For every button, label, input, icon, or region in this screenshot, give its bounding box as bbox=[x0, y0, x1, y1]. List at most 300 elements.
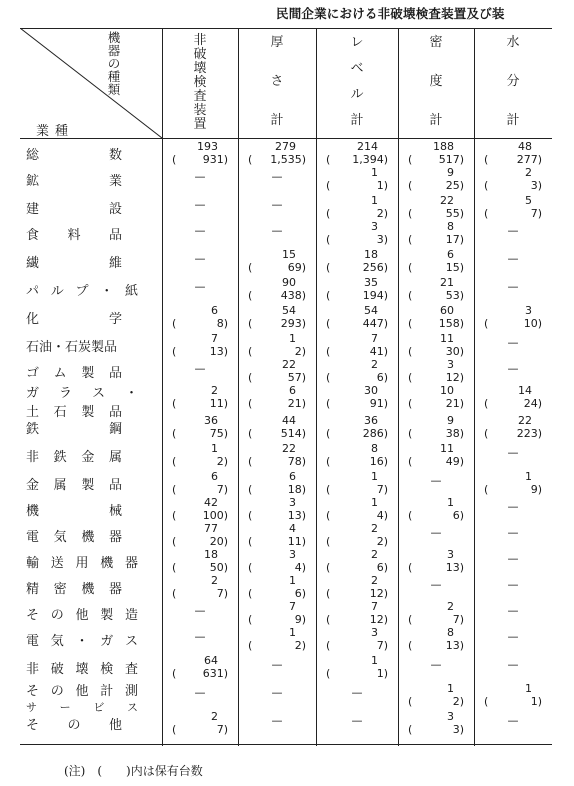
row-label: そ の 他 bbox=[26, 718, 122, 733]
table-cell bbox=[248, 496, 306, 522]
table-cell bbox=[248, 220, 306, 237]
cell-count: 2 bbox=[211, 710, 218, 723]
column-header-4-char: 水 bbox=[506, 35, 520, 50]
cell-held-units: ( 11) bbox=[172, 397, 228, 410]
table-cell bbox=[172, 710, 228, 736]
row-label: 化 学 bbox=[26, 312, 122, 327]
cell-count: 1 bbox=[447, 496, 454, 509]
cell-count: 11 bbox=[440, 442, 454, 455]
table-cell bbox=[408, 332, 464, 358]
table-cell bbox=[484, 384, 542, 410]
row-label: 機 械 bbox=[26, 504, 122, 519]
table-bottom-rule bbox=[20, 744, 552, 745]
cell-held-units: ( 100) bbox=[172, 509, 228, 522]
table-cell bbox=[408, 522, 464, 539]
cell-held-units: ( 25) bbox=[408, 179, 464, 192]
table-cell bbox=[408, 414, 464, 440]
table-cell bbox=[172, 654, 228, 680]
cell-count: 77 bbox=[204, 522, 218, 535]
table-cell bbox=[408, 496, 464, 522]
table-cell bbox=[248, 140, 306, 166]
cell-held-units: ( 631) bbox=[172, 667, 228, 680]
cell-held-units: ( 223) bbox=[484, 427, 542, 440]
table-cell bbox=[248, 358, 306, 384]
corner-top-label: 機器の種類 bbox=[107, 30, 121, 97]
cell-count: 5 bbox=[525, 194, 532, 207]
table-cell bbox=[408, 276, 464, 302]
cell-held-units: ( 30) bbox=[408, 345, 464, 358]
cell-held-units: ( 7) bbox=[172, 723, 228, 736]
table-cell bbox=[484, 248, 542, 265]
table-cell bbox=[326, 332, 388, 358]
cell-held-units: ( 57) bbox=[248, 371, 306, 384]
cell-count: 6 bbox=[447, 248, 454, 261]
table-cell bbox=[408, 140, 464, 166]
cell-count: 2 bbox=[371, 548, 378, 561]
footnote: (注) ( )内は保有台数 bbox=[64, 764, 203, 778]
column-header-0: 非 破 壊 検 査 装 置 bbox=[193, 33, 207, 132]
row-label: パ ル プ ・ 紙 bbox=[26, 284, 138, 299]
cell-held-units: ( 20) bbox=[172, 535, 228, 548]
table-cell bbox=[172, 522, 228, 548]
table-cell bbox=[172, 548, 228, 574]
cell-count: — bbox=[507, 630, 519, 643]
cell-count: 2 bbox=[371, 574, 378, 587]
cell-count: 22 bbox=[282, 358, 296, 371]
cell-count: 3 bbox=[447, 710, 454, 723]
cell-held-units: ( 49) bbox=[408, 455, 464, 468]
column-header-1-char: さ bbox=[270, 74, 284, 89]
cell-count: 48 bbox=[518, 140, 532, 153]
cell-count: 1 bbox=[211, 442, 218, 455]
cell-held-units: ( 7) bbox=[172, 483, 228, 496]
row-label: 総 数 bbox=[26, 148, 122, 163]
cell-count: 18 bbox=[204, 548, 218, 561]
table-cell bbox=[248, 470, 306, 496]
table-cell bbox=[248, 548, 306, 574]
cell-held-units: ( 15) bbox=[408, 261, 464, 274]
cell-count: 60 bbox=[440, 304, 454, 317]
cell-held-units: ( 13) bbox=[172, 345, 228, 358]
cell-held-units: ( 91) bbox=[326, 397, 388, 410]
cell-count: 44 bbox=[282, 414, 296, 427]
cell-count: — bbox=[271, 170, 283, 183]
cell-held-units: ( 17) bbox=[408, 233, 464, 246]
column-divider bbox=[474, 28, 475, 746]
cell-held-units: ( 9) bbox=[484, 483, 542, 496]
cell-count: — bbox=[507, 578, 519, 591]
table-cell bbox=[172, 574, 228, 600]
cell-held-units: ( 6) bbox=[408, 509, 464, 522]
table-cell bbox=[172, 220, 228, 237]
table-cell bbox=[484, 682, 542, 708]
cell-count: 14 bbox=[518, 384, 532, 397]
table-cell bbox=[484, 574, 542, 591]
table-cell bbox=[172, 496, 228, 522]
cell-count: 30 bbox=[364, 384, 378, 397]
table-cell bbox=[408, 470, 464, 487]
cell-count: — bbox=[430, 578, 442, 591]
table-cell bbox=[172, 140, 228, 166]
cell-count: — bbox=[194, 686, 206, 699]
row-label: 電 気 機 器 bbox=[26, 530, 122, 545]
cell-count: 8 bbox=[447, 220, 454, 233]
cell-held-units: ( 38) bbox=[408, 427, 464, 440]
cell-count: 3 bbox=[371, 626, 378, 639]
cell-count: 22 bbox=[282, 442, 296, 455]
cell-held-units: ( 2) bbox=[248, 639, 306, 652]
cell-count: 3 bbox=[525, 304, 532, 317]
cell-held-units: ( 55) bbox=[408, 207, 464, 220]
cell-held-units: ( 11) bbox=[248, 535, 306, 548]
table-cell bbox=[484, 710, 542, 727]
cell-count: 3 bbox=[447, 358, 454, 371]
table-cell bbox=[248, 166, 306, 183]
row-label: 非 鉄 金 属 bbox=[26, 450, 122, 465]
cell-count: 6 bbox=[289, 470, 296, 483]
table-cell bbox=[248, 574, 306, 600]
cell-held-units: ( 2) bbox=[326, 535, 388, 548]
column-header-2-char: ル bbox=[350, 87, 364, 102]
table-cell bbox=[326, 682, 388, 699]
cell-count: 188 bbox=[433, 140, 454, 153]
cell-held-units: ( 8) bbox=[172, 317, 228, 330]
cell-count: — bbox=[507, 362, 519, 375]
cell-count: — bbox=[507, 714, 519, 727]
cell-count: 2 bbox=[525, 166, 532, 179]
cell-held-units: ( 21) bbox=[408, 397, 464, 410]
cell-held-units: ( 1,535) bbox=[248, 153, 306, 166]
cell-count: 279 bbox=[275, 140, 296, 153]
cell-held-units: ( 1) bbox=[326, 667, 388, 680]
cell-count: 8 bbox=[447, 626, 454, 639]
cell-count: 64 bbox=[204, 654, 218, 667]
cell-held-units: ( 194) bbox=[326, 289, 388, 302]
cell-count: 1 bbox=[371, 166, 378, 179]
cell-count: 54 bbox=[282, 304, 296, 317]
table-cell bbox=[172, 248, 228, 265]
cell-count: 22 bbox=[518, 414, 532, 427]
page-title: 民間企業における非破壊検査装置及び装 bbox=[276, 6, 505, 21]
table-cell bbox=[172, 682, 228, 699]
column-divider bbox=[316, 28, 317, 746]
table-cell bbox=[248, 522, 306, 548]
column-divider bbox=[238, 28, 239, 746]
cell-count: — bbox=[194, 362, 206, 375]
cell-held-units: ( 13) bbox=[248, 509, 306, 522]
table-cell bbox=[484, 626, 542, 643]
cell-count: — bbox=[507, 252, 519, 265]
table-cell bbox=[326, 358, 388, 384]
row-label: 非 破 壊 検 査 bbox=[26, 662, 138, 677]
cell-count: 10 bbox=[440, 384, 454, 397]
table-cell bbox=[484, 166, 542, 192]
cell-held-units: ( 158) bbox=[408, 317, 464, 330]
cell-held-units: ( 7) bbox=[172, 587, 228, 600]
table-cell bbox=[408, 654, 464, 671]
column-header-3-char: 度 bbox=[429, 74, 443, 89]
cell-held-units: ( 6) bbox=[248, 587, 306, 600]
cell-held-units: ( 514) bbox=[248, 427, 306, 440]
table-cell bbox=[326, 384, 388, 410]
row-label: ゴ ム 製 品 bbox=[26, 366, 122, 381]
cell-held-units: ( 9) bbox=[248, 613, 306, 626]
table-cell bbox=[172, 626, 228, 643]
cell-held-units: ( 4) bbox=[326, 509, 388, 522]
cell-held-units: ( 13) bbox=[408, 561, 464, 574]
table-cell bbox=[248, 710, 306, 727]
cell-held-units: ( 12) bbox=[326, 613, 388, 626]
cell-held-units: ( 3) bbox=[408, 723, 464, 736]
column-header-1-char: 計 bbox=[270, 113, 284, 128]
cell-held-units: ( 1) bbox=[326, 179, 388, 192]
cell-count: 36 bbox=[204, 414, 218, 427]
table-cell bbox=[248, 442, 306, 468]
table-cell bbox=[408, 710, 464, 736]
table-cell bbox=[248, 626, 306, 652]
row-label: そ の 他 計 測 サ ー ビ ス bbox=[26, 684, 138, 714]
table-cell bbox=[172, 304, 228, 330]
cell-count: 21 bbox=[440, 276, 454, 289]
cell-count: 6 bbox=[289, 384, 296, 397]
cell-held-units: ( 6) bbox=[326, 371, 388, 384]
table-cell bbox=[408, 574, 464, 591]
cell-held-units: ( 7) bbox=[408, 613, 464, 626]
cell-held-units: ( 7) bbox=[326, 639, 388, 652]
cell-held-units: ( 41) bbox=[326, 345, 388, 358]
table-cell bbox=[248, 600, 306, 626]
table-cell bbox=[484, 194, 542, 220]
table-cell bbox=[172, 332, 228, 358]
column-divider bbox=[398, 28, 399, 746]
table-cell bbox=[408, 248, 464, 274]
cell-held-units: ( 447) bbox=[326, 317, 388, 330]
table-cell bbox=[172, 384, 228, 410]
cell-count: — bbox=[507, 552, 519, 565]
cell-held-units: ( 18) bbox=[248, 483, 306, 496]
cell-count: — bbox=[430, 526, 442, 539]
table-cell bbox=[248, 248, 306, 274]
cell-count: 6 bbox=[211, 470, 218, 483]
cell-held-units: ( 1) bbox=[484, 695, 542, 708]
cell-held-units: ( 6) bbox=[326, 561, 388, 574]
table-cell bbox=[408, 626, 464, 652]
cell-count: — bbox=[507, 658, 519, 671]
cell-count: — bbox=[194, 604, 206, 617]
cell-held-units: ( 69) bbox=[248, 261, 306, 274]
table-cell bbox=[326, 140, 388, 166]
table-cell bbox=[248, 276, 306, 302]
table-cell bbox=[326, 248, 388, 274]
table-cell bbox=[408, 358, 464, 384]
cell-count: — bbox=[194, 252, 206, 265]
cell-held-units: ( 7) bbox=[484, 207, 542, 220]
cell-count: — bbox=[194, 630, 206, 643]
cell-held-units: ( 78) bbox=[248, 455, 306, 468]
table-cell bbox=[326, 276, 388, 302]
table-cell bbox=[484, 276, 542, 293]
table-cell bbox=[326, 626, 388, 652]
table-cell bbox=[326, 414, 388, 440]
row-label: 精 密 機 器 bbox=[26, 582, 122, 597]
cell-count: 2 bbox=[211, 574, 218, 587]
cell-held-units: ( 931) bbox=[172, 153, 228, 166]
table-cell bbox=[484, 496, 542, 513]
table-cell bbox=[484, 442, 542, 459]
cell-held-units: ( 293) bbox=[248, 317, 306, 330]
column-header-2-char: レ bbox=[350, 35, 364, 50]
cell-count: 1 bbox=[525, 682, 532, 695]
cell-count: 15 bbox=[282, 248, 296, 261]
cell-count: 7 bbox=[371, 332, 378, 345]
cell-count: 1 bbox=[289, 626, 296, 639]
cell-count: 8 bbox=[371, 442, 378, 455]
cell-count: — bbox=[271, 198, 283, 211]
table-cell bbox=[248, 414, 306, 440]
row-label: ガ ラ ス ・ 土 石 製 品 bbox=[26, 386, 138, 420]
column-header-2-char: 計 bbox=[350, 113, 364, 128]
cell-held-units: ( 3) bbox=[484, 179, 542, 192]
cell-count: 2 bbox=[371, 358, 378, 371]
cell-count: 2 bbox=[371, 522, 378, 535]
cell-held-units: ( 517) bbox=[408, 153, 464, 166]
column-divider bbox=[162, 28, 163, 746]
cell-count: 1 bbox=[289, 332, 296, 345]
cell-count: 193 bbox=[197, 140, 218, 153]
cell-count: — bbox=[194, 170, 206, 183]
header-rule bbox=[20, 138, 552, 139]
cell-count: — bbox=[507, 604, 519, 617]
cell-count: 1 bbox=[289, 574, 296, 587]
table-cell bbox=[248, 304, 306, 330]
table-cell bbox=[484, 332, 542, 349]
row-label: 食 料 品 bbox=[26, 228, 122, 243]
data-table bbox=[20, 28, 552, 746]
table-cell bbox=[326, 470, 388, 496]
cell-count: 1 bbox=[371, 654, 378, 667]
column-header-2-char: ベ bbox=[350, 61, 364, 76]
cell-count: — bbox=[507, 336, 519, 349]
table-cell bbox=[326, 496, 388, 522]
cell-held-units: ( 3) bbox=[326, 233, 388, 246]
cell-count: 22 bbox=[440, 194, 454, 207]
table-cell bbox=[408, 220, 464, 246]
table-cell bbox=[408, 384, 464, 410]
cell-count: — bbox=[271, 224, 283, 237]
cell-count: — bbox=[351, 686, 363, 699]
cell-count: — bbox=[507, 446, 519, 459]
cell-count: 7 bbox=[371, 600, 378, 613]
cell-count: 3 bbox=[371, 220, 378, 233]
table-cell bbox=[408, 304, 464, 330]
table-cell bbox=[408, 442, 464, 468]
table-cell bbox=[326, 600, 388, 626]
cell-count: 9 bbox=[447, 414, 454, 427]
table-cell bbox=[484, 470, 542, 496]
row-label: 金 属 製 品 bbox=[26, 478, 122, 493]
cell-count: — bbox=[430, 474, 442, 487]
row-label: 鉱 業 bbox=[26, 174, 122, 189]
cell-held-units: ( 2) bbox=[408, 695, 464, 708]
row-label: 鉄 鋼 bbox=[26, 422, 122, 437]
cell-count: — bbox=[271, 658, 283, 671]
table-cell bbox=[172, 600, 228, 617]
cell-held-units: ( 2) bbox=[326, 207, 388, 220]
table-cell bbox=[408, 548, 464, 574]
cell-held-units: ( 438) bbox=[248, 289, 306, 302]
row-label: 電 気 ・ ガ ス bbox=[26, 634, 138, 649]
cell-count: — bbox=[194, 280, 206, 293]
cell-held-units: ( 10) bbox=[484, 317, 542, 330]
cell-count: 7 bbox=[211, 332, 218, 345]
column-header-3-char: 密 bbox=[429, 35, 443, 50]
column-header-3-char: 計 bbox=[429, 113, 443, 128]
table-cell bbox=[172, 442, 228, 468]
cell-count: 7 bbox=[289, 600, 296, 613]
cell-count: — bbox=[194, 224, 206, 237]
cell-count: — bbox=[507, 224, 519, 237]
table-cell bbox=[172, 276, 228, 293]
table-cell bbox=[326, 548, 388, 574]
cell-count: 6 bbox=[211, 304, 218, 317]
table-cell bbox=[172, 194, 228, 211]
cell-count: — bbox=[194, 198, 206, 211]
table-cell bbox=[248, 384, 306, 410]
column-header-4-char: 計 bbox=[506, 113, 520, 128]
cell-count: — bbox=[507, 280, 519, 293]
table-cell bbox=[484, 358, 542, 375]
table-cell bbox=[408, 682, 464, 708]
table-cell bbox=[326, 442, 388, 468]
cell-count: 1 bbox=[447, 682, 454, 695]
cell-held-units: ( 21) bbox=[248, 397, 306, 410]
cell-count: 1 bbox=[371, 470, 378, 483]
corner-bottom-label: 業種 bbox=[36, 124, 75, 139]
cell-count: 214 bbox=[357, 140, 378, 153]
row-label: 石油・石炭製品 bbox=[26, 340, 118, 355]
cell-held-units: ( 2) bbox=[248, 345, 306, 358]
table-cell bbox=[484, 522, 542, 539]
table-cell bbox=[172, 166, 228, 183]
table-cell bbox=[484, 304, 542, 330]
table-cell bbox=[172, 470, 228, 496]
table-cell bbox=[484, 600, 542, 617]
cell-held-units: ( 256) bbox=[326, 261, 388, 274]
row-label: 建 設 bbox=[26, 202, 122, 217]
cell-held-units: ( 13) bbox=[408, 639, 464, 652]
cell-held-units: ( 277) bbox=[484, 153, 542, 166]
cell-count: 54 bbox=[364, 304, 378, 317]
table-cell bbox=[326, 194, 388, 220]
cell-held-units: ( 7) bbox=[326, 483, 388, 496]
table-cell bbox=[248, 194, 306, 211]
table-cell bbox=[484, 414, 542, 440]
cell-count: — bbox=[271, 714, 283, 727]
table-cell bbox=[248, 682, 306, 699]
cell-count: 90 bbox=[282, 276, 296, 289]
cell-count: 1 bbox=[371, 194, 378, 207]
cell-count: 2 bbox=[447, 600, 454, 613]
table-cell bbox=[326, 654, 388, 680]
table-cell bbox=[326, 710, 388, 727]
cell-count: — bbox=[430, 658, 442, 671]
column-header-4-char: 分 bbox=[506, 74, 520, 89]
cell-count: 3 bbox=[289, 548, 296, 561]
cell-count: 11 bbox=[440, 332, 454, 345]
row-label: そ の 他 製 造 bbox=[26, 608, 138, 623]
cell-count: 3 bbox=[289, 496, 296, 509]
table-cell bbox=[484, 220, 542, 237]
